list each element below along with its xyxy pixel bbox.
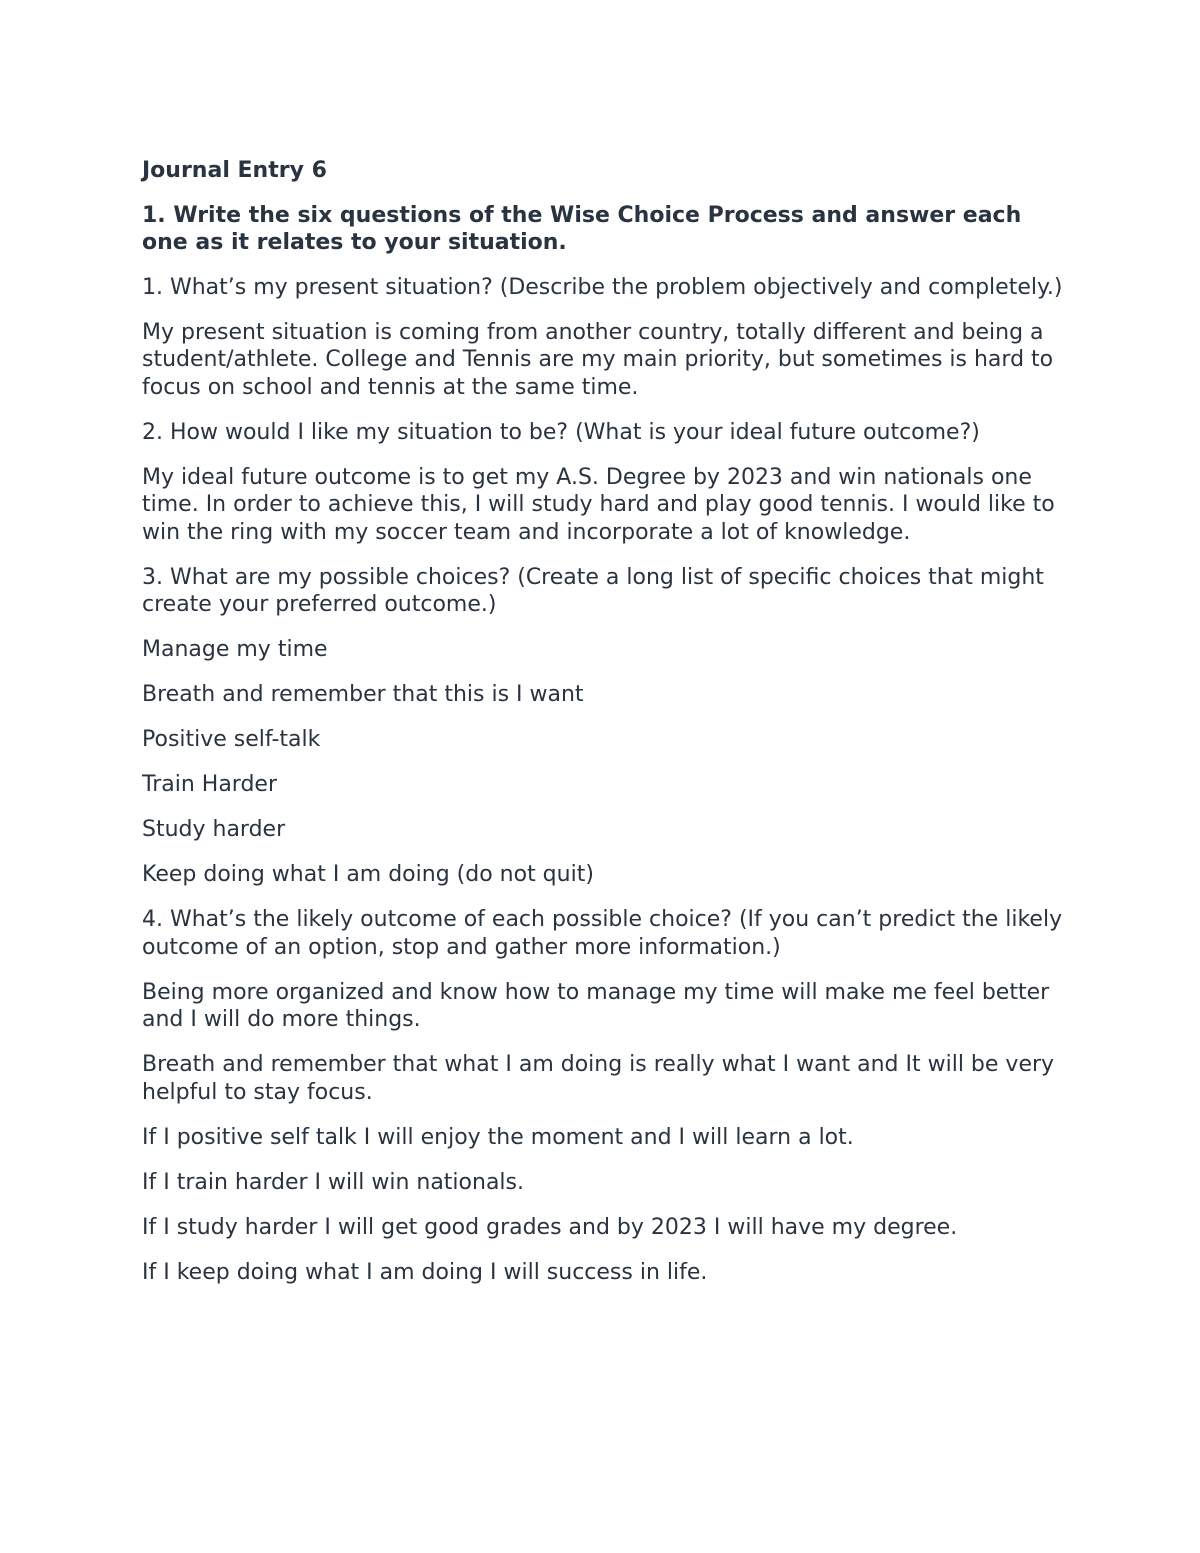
question-4: 4. What’s the likely outcome of each possible choice? (If you can’t predict the likely outcome of an option, stop and gather more information.) [142, 907, 1063, 960]
document-title: Journal Entry 6 [142, 158, 327, 183]
choice-item: Positive self-talk [142, 727, 321, 752]
answer-2: My ideal future outcome is to get my A.S. Degree by 2023 and win nationals one time. In order to achieve this, I will study hard and play good tennis. I would like to win the ring with my soccer team and incorporate a lot of knowledge. [142, 464, 1055, 545]
question-2: 2. How would I like my situation to be? (What is your ideal future outcome?) [142, 419, 980, 445]
outcome-item: If I study harder I will get good grades and by 2023 I will have my degree. [142, 1214, 958, 1240]
question-3: 3. What are my possible choices? (Create a long list of specific choices that might create your preferred outcome.) [142, 564, 1044, 617]
outcome-item: Being more organized and know how to manage my time will make me feel better and I will do more things. [142, 979, 1050, 1032]
outcome-item: If I train harder I will win nationals. [142, 1169, 524, 1195]
document-page [142, 157, 1072, 1304]
answer-1: My present situation is coming from another country, totally different and being a student/athlete. College and Tennis are my main priority, but sometimes is hard to focus on school and tennis at the same time. [142, 319, 1054, 400]
choice-item: Train Harder [142, 772, 278, 797]
choice-item: Keep doing what I am doing (do not quit) [142, 862, 594, 887]
choice-item: Breath and remember that this is I want [142, 682, 584, 707]
outcome-item: Breath and remember that what I am doing is really what I want and It will be very helpful to stay focus. [142, 1052, 1055, 1105]
choice-item: Study harder [142, 817, 286, 842]
choice-item: Manage my time [142, 637, 328, 662]
outcome-item: If I keep doing what I am doing I will success in life. [142, 1259, 708, 1285]
assignment-prompt: 1. Write the six questions of the Wise Choice Process and answer each one as it relates to your situation. [142, 202, 1022, 255]
outcome-item: If I positive self talk I will enjoy the moment and I will learn a lot. [142, 1124, 854, 1150]
question-1: 1. What’s my present situation? (Describe the problem objectively and completely.) [142, 274, 1063, 300]
